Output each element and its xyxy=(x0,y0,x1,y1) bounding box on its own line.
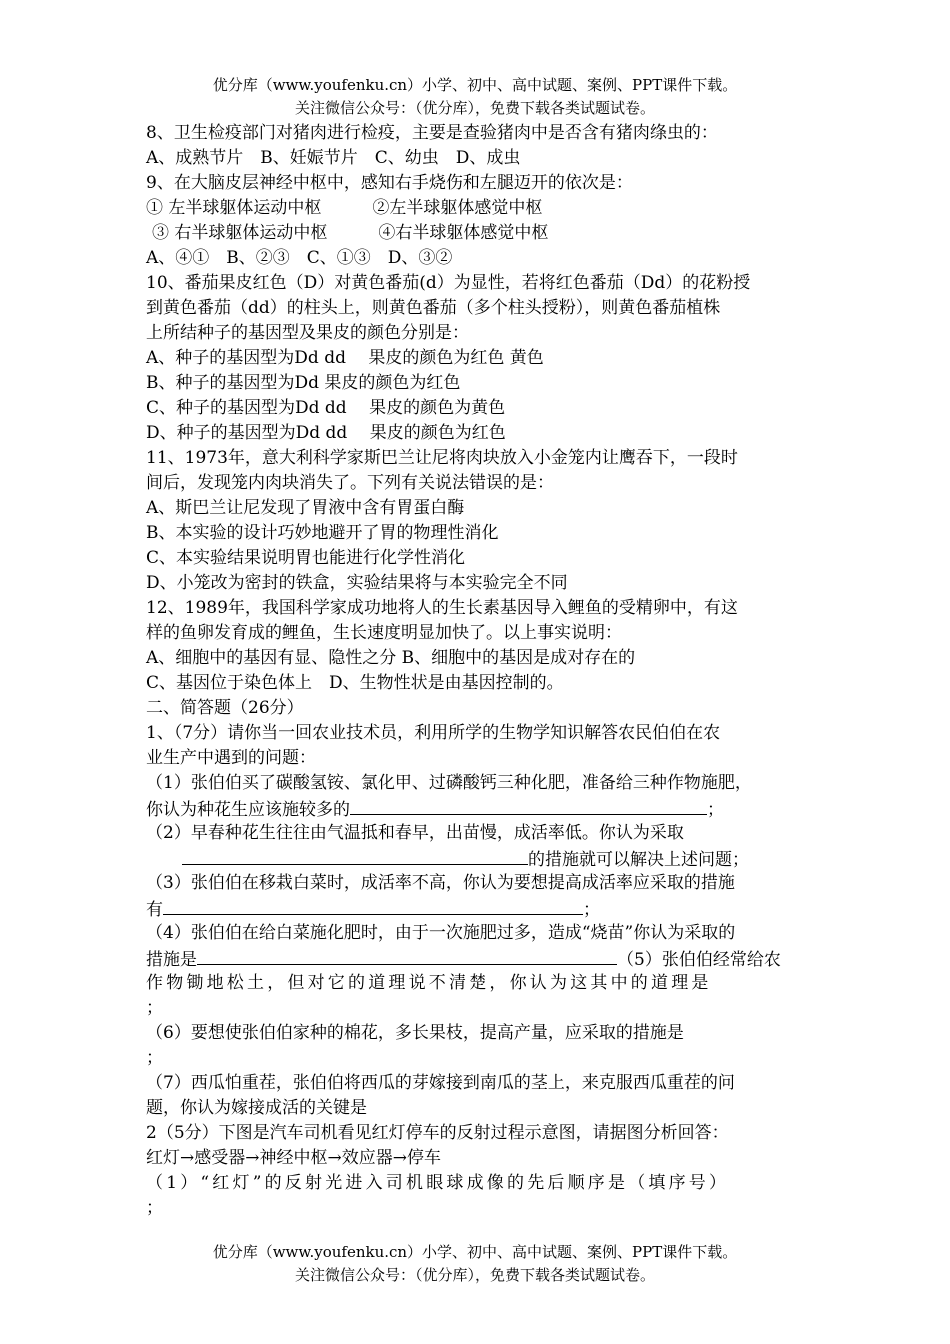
answer-blank-2[interactable] xyxy=(182,846,528,865)
q10-line3: 上所结种子的基因型及果皮的颜色分别是： xyxy=(146,323,469,343)
q11-option-c: C、本实验结果说明胃也能进行化学性消化 xyxy=(146,548,466,568)
s2q2-flow: 红灯→感受器→神经中枢→效应器→停车 xyxy=(146,1148,441,1168)
q10-line2: 到黄色番茄（dd）的柱头上，则黄色番茄（多个柱头授粉），则黄色番茄植株 xyxy=(146,298,721,318)
s2q1-part5-start: （5）张伯伯经常给农 xyxy=(617,950,781,970)
s2q1-part5-line2: 作物锄地松土，但对它的道理说不清楚，你认为这其中的道理是 xyxy=(146,973,712,993)
s2q1-part3-line1: （3）张伯伯在移栽白菜时，成活率不高，你认为要想提高成活率应采取的措施 xyxy=(146,873,735,893)
q11-line1: 11、1973年，意大利科学家斯巴兰让尼将肉块放入小金笼内让鹰吞下，一段时 xyxy=(146,448,738,468)
s2q1-part7-line2: 题，你认为嫁接成活的关键是 xyxy=(146,1098,367,1118)
s2q1-line1: 1、（7分）请你当一回农业技术员，利用所学的生物学知识解答农民伯伯在农 xyxy=(146,723,721,743)
s2q1-part2-line2 xyxy=(182,846,749,872)
s2q2-line1: 2（5分）下图是汽车司机看见红灯停车的反射过程示意图，请据图分析回答： xyxy=(146,1123,729,1143)
q8-options: A、成熟节片 B、妊娠节片 C、幼虫 D、成虫 xyxy=(146,148,521,168)
s2q1-part4-line1: （4）张伯伯在给白菜施化肥时，由于一次施肥过多，造成“烧苗”你认为采取的 xyxy=(146,923,736,943)
s2q1-part3-line2 xyxy=(146,896,600,922)
header-line-1: 优分库（www.youfenku.cn）小学、初中、高中试题、案例、PPT课件下载。 xyxy=(212,76,738,94)
q9-row1: ① 左半球躯体运动中枢 ②左半球躯体感觉中枢 xyxy=(146,198,543,218)
q12-line1: 12、1989年，我国科学家成功地将人的生长素基因导入鲤鱼的受精卵中，有这 xyxy=(146,598,738,618)
s2q1-part1-text: 你认为种花生应该施较多的 xyxy=(146,800,350,820)
q11-option-b: B、本实验的设计巧妙地避开了胃的物理性消化 xyxy=(146,523,499,543)
footer-line-2: 关注微信公众号：（优分库），免费下载各类试题试卷。 xyxy=(294,1266,655,1284)
s2q1-part4-line2 xyxy=(146,946,781,972)
s2q1-part2-end: 的措施就可以解决上述问题； xyxy=(528,850,749,870)
answer-blank-1[interactable] xyxy=(350,796,707,815)
s2q1-part4-text: 措施是 xyxy=(146,950,197,970)
q11-line2: 间后，发现笼内肉块消失了。下列有关说法错误的是： xyxy=(146,473,554,493)
answer-blank-4[interactable] xyxy=(197,946,617,965)
s2q1-part6-line1: （6）要想使张伯伯家种的棉花，多长果枝，提高产量，应采取的措施是 xyxy=(146,1023,684,1043)
s2q1-part1-line1: （1）张伯伯买了碳酸氢铵、氯化甲、过磷酸钙三种化肥，准备给三种作物施肥， xyxy=(146,773,752,793)
s2q1-part3-text: 有 xyxy=(146,900,163,920)
s2q1-part2-line1: （2）早春种花生往往由气温抵和春早，出苗慢，成活率低。你认为采取 xyxy=(146,823,684,843)
q10-option-b: B、种子的基因型为Dd 果皮的颜色为红色 xyxy=(146,373,461,393)
s2q1-part7-line1: （7）西瓜怕重茬，张伯伯将西瓜的芽嫁接到南瓜的茎上，来克服西瓜重茬的问 xyxy=(146,1073,735,1093)
q10-option-a: A、种子的基因型为Dd dd 果皮的颜色为红色 黄色 xyxy=(146,348,544,368)
q9-stem: 9、在大脑皮层神经中枢中，感知右手烧伤和左腿迈开的依次是： xyxy=(146,173,633,193)
q11-option-d: D、小笼改为密封的铁盒，实验结果将与本实验完全不同 xyxy=(146,573,568,593)
section2-title: 二、简答题（26分） xyxy=(146,698,304,718)
s2q1-part1-end: ； xyxy=(707,800,724,820)
s2q2-part1: （1）“红灯”的反射光进入司机眼球成像的先后顺序是（填序号） xyxy=(146,1173,730,1193)
q10-option-c: C、种子的基因型为Dd dd 果皮的颜色为黄色 xyxy=(146,398,506,418)
footer-line-1: 优分库（www.youfenku.cn）小学、初中、高中试题、案例、PPT课件下载。 xyxy=(212,1243,738,1261)
q8-stem: 8、卫生检疫部门对猪肉进行检疫，主要是查验猪肉中是否含有猪肉绦虫的： xyxy=(146,123,718,143)
s2q1-part5-end: ； xyxy=(146,998,163,1018)
s2q2-part1-end: ； xyxy=(146,1198,163,1218)
q9-row2: ③ 右半球躯体运动中枢 ④右半球躯体感觉中枢 xyxy=(152,223,549,243)
s2q1-part1-line2 xyxy=(146,796,724,822)
q12-options-cd: C、基因位于染色体上 D、生物性状是由基因控制的。 xyxy=(146,673,564,693)
q10-line1: 10、番茄果皮红色（D）对黄色番茄(d）为显性，若将红色番茄（Dd）的花粉授 xyxy=(146,273,751,293)
answer-blank-3[interactable] xyxy=(163,896,583,915)
q12-line2: 样的鱼卵发育成的鲤鱼，生长速度明显加快了。以上事实说明： xyxy=(146,623,622,643)
q11-option-a: A、斯巴兰让尼发现了胃液中含有胃蛋白酶 xyxy=(146,498,465,518)
q9-options: A、④① B、②③ C、①③ D、③② xyxy=(146,248,453,268)
q12-options-ab: A、细胞中的基因有显、隐性之分 B、细胞中的基因是成对存在的 xyxy=(146,648,636,668)
s2q1-part3-end: ； xyxy=(583,900,600,920)
s2q1-line2: 业生产中遇到的问题： xyxy=(146,748,316,768)
s2q1-part6-end: ； xyxy=(146,1048,163,1068)
header-line-2: 关注微信公众号：（优分库），免费下载各类试题试卷。 xyxy=(294,99,655,117)
q10-option-d: D、种子的基因型为Dd dd 果皮的颜色为红色 xyxy=(146,423,506,443)
